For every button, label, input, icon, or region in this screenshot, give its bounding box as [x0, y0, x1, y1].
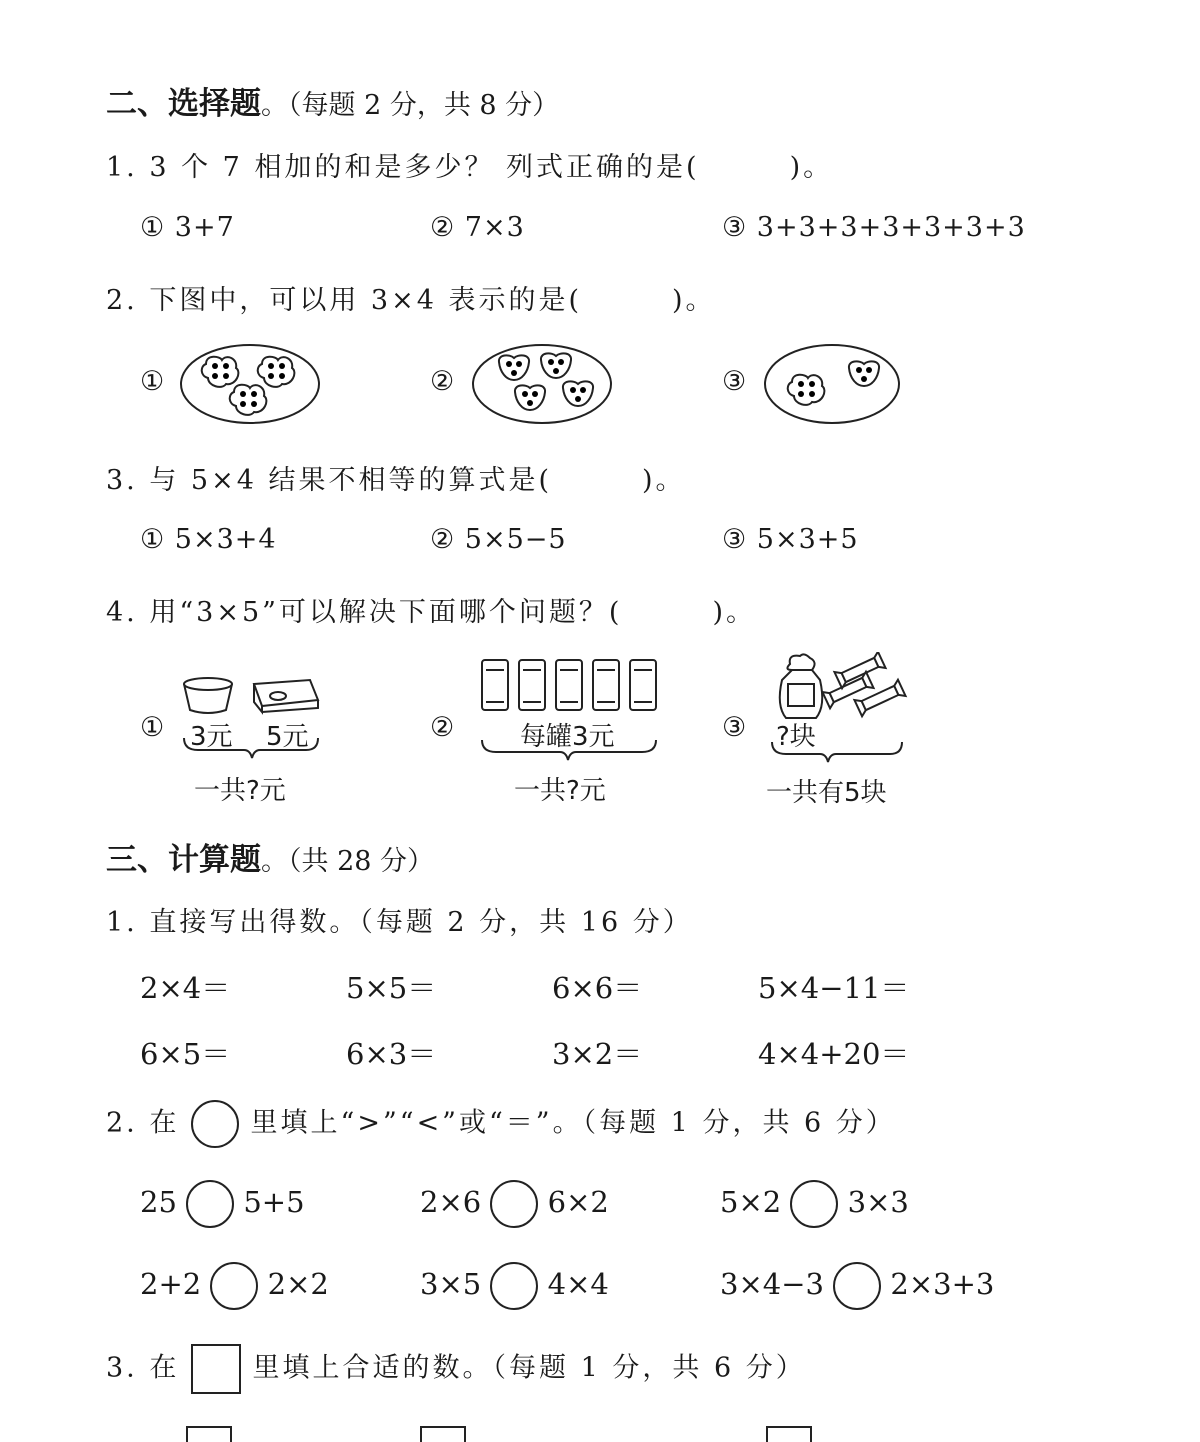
compare-left: 3×5: [420, 1267, 482, 1301]
q4-option-2-picture: [476, 654, 666, 772]
candy-icon: [834, 652, 885, 688]
cookie-icon: [499, 355, 529, 380]
calc-item: 4×4+20＝: [758, 1037, 910, 1071]
q4-opt2-price: 每罐3元: [520, 722, 615, 752]
can-icon: [630, 660, 656, 710]
q4-opt3-total: 一共有5块: [766, 778, 887, 808]
question-4-text: 4. 用“3×5”可以解决下面哪个问题？( )。: [106, 597, 756, 628]
q4-marker-2[interactable]: ②: [430, 712, 456, 743]
compare-circle[interactable]: [833, 1262, 881, 1310]
cookie-icon: [258, 357, 295, 387]
compare-circle[interactable]: [186, 1180, 234, 1228]
calc-item: 3×2＝: [552, 1037, 643, 1071]
compare-right: 2×2: [267, 1267, 329, 1301]
compare-circle[interactable]: [790, 1180, 838, 1228]
section2-title: 二、选择题: [106, 86, 261, 122]
answer-box-sample: [191, 1344, 241, 1394]
fill-box[interactable]: [186, 1426, 232, 1442]
calc-item: 6×5＝: [140, 1037, 231, 1071]
compare-item: [420, 1180, 609, 1228]
section3-title: 三、计算题: [106, 842, 261, 878]
q3-option-1[interactable]: ① 5×3+4: [140, 524, 277, 555]
q3-suffix: 里填上合适的数。（每题 1 分，共 6 分）: [252, 1352, 806, 1384]
compare-circle[interactable]: [490, 1180, 538, 1228]
compare-item: [140, 1180, 305, 1228]
q2-option-3-picture: [762, 342, 908, 426]
compare-left: 2×6: [420, 1185, 482, 1219]
can-icon: [556, 660, 582, 710]
question-1-text: 1. 3 个 7 相加的和是多少？ 列式正确的是( )。: [106, 152, 834, 183]
calc-item: 5×4−11＝: [758, 971, 910, 1005]
section3-heading: [106, 834, 434, 879]
calc-question-1-text: 1. 直接写出得数。（每题 2 分，共 16 分）: [106, 907, 693, 938]
q3-option-2[interactable]: ② 5×5−5: [430, 524, 567, 555]
compare-right: 2×3+3: [890, 1267, 995, 1301]
compare-item: [420, 1262, 609, 1310]
q1-option-1[interactable]: ① 3+7: [140, 212, 235, 243]
q2-marker-2[interactable]: ②: [430, 366, 456, 397]
compare-left: 25: [140, 1185, 177, 1219]
q2-option-1-picture: [178, 342, 324, 426]
calc-item: 5×5＝: [346, 971, 437, 1005]
cookie-icon: [541, 353, 571, 378]
compare-left: 2+2: [140, 1267, 202, 1301]
compare-left: 5×2: [720, 1185, 782, 1219]
calc-question-3-text: [106, 1344, 806, 1394]
compare-right: 6×2: [547, 1185, 609, 1219]
cookie-icon: [202, 357, 239, 387]
compare-right: 5+5: [243, 1185, 305, 1219]
candy-icon: [822, 672, 873, 709]
q4-marker-1[interactable]: ①: [140, 712, 166, 743]
q4-marker-3[interactable]: ③: [722, 712, 748, 743]
calc-item: 6×3＝: [346, 1037, 437, 1071]
question-2-text: 2. 下图中，可以用 3×4 表示的是( )。: [106, 285, 716, 316]
q1-option-3[interactable]: ③ 3+3+3+3+3+3+3: [722, 212, 1026, 243]
compare-item: [720, 1180, 909, 1228]
lunchbox-icon: [254, 680, 318, 712]
q4-opt2-total: 一共?元: [514, 776, 606, 806]
calc-item: 6×6＝: [552, 971, 643, 1005]
calc-question-2-text: [106, 1100, 896, 1148]
compare-right: 3×3: [847, 1185, 909, 1219]
cookie-icon: [563, 381, 593, 406]
q1-option-2[interactable]: ② 7×3: [430, 212, 525, 243]
candy-bag-icon: [780, 654, 823, 718]
q4-opt1-total: 一共?元: [194, 776, 286, 806]
q3-prefix: 3. 在: [106, 1352, 180, 1384]
section2-heading: [106, 78, 559, 123]
answer-circle-sample: [191, 1100, 239, 1148]
q4-opt1-price-a: 3元: [190, 722, 233, 752]
cookie-icon: [788, 375, 825, 405]
cookie-icon: [849, 361, 879, 386]
q2-suffix: 里填上“>”“<”或“＝”。（每题 1 分，共 6 分）: [250, 1107, 896, 1139]
q4-opt1-price-b: 5元: [266, 722, 309, 752]
q2-marker-3[interactable]: ③: [722, 366, 748, 397]
compare-left: 3×4−3: [720, 1267, 824, 1301]
calc-item: 2×4＝: [140, 971, 231, 1005]
q2-option-2-picture: [470, 342, 616, 426]
q3-option-3[interactable]: ③ 5×3+5: [722, 524, 859, 555]
section2-note: 。（每题 2 分，共 8 分）: [261, 90, 560, 121]
q2-prefix: 2. 在: [106, 1107, 180, 1139]
cookie-icon: [230, 385, 267, 415]
q2-marker-1[interactable]: ①: [140, 366, 166, 397]
cup-icon: [184, 678, 232, 713]
candy-icon: [854, 680, 905, 717]
compare-circle[interactable]: [210, 1262, 258, 1310]
fill-box[interactable]: [420, 1426, 466, 1442]
section3-note: 。（共 28 分）: [261, 846, 435, 877]
compare-item: [140, 1262, 329, 1310]
question-3-text: 3. 与 5×4 结果不相等的算式是( )。: [106, 465, 686, 496]
compare-right: 4×4: [547, 1267, 609, 1301]
q4-opt3-count: ?块: [776, 722, 816, 752]
compare-circle[interactable]: [490, 1262, 538, 1310]
can-icon: [593, 660, 619, 710]
can-icon: [482, 660, 508, 710]
fill-box[interactable]: [766, 1426, 812, 1442]
q4-option-3-picture: [768, 652, 908, 772]
cookie-icon: [515, 385, 545, 410]
can-icon: [519, 660, 545, 710]
compare-item: [720, 1262, 994, 1310]
